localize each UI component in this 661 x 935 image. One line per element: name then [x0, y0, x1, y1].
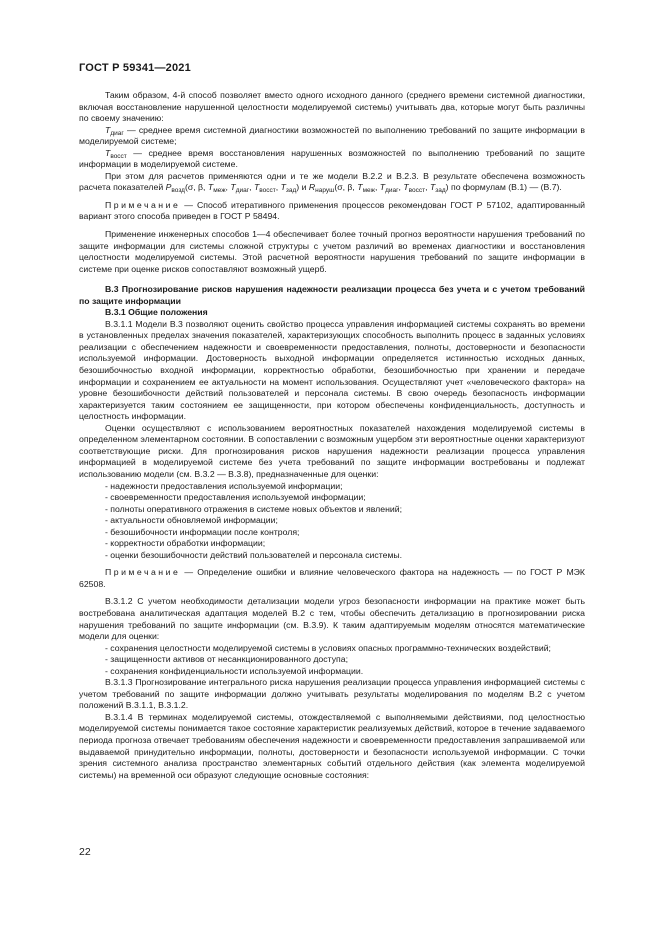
page-number: 22 [79, 846, 91, 858]
formula-part: , [425, 182, 430, 193]
symbol-t: T [280, 182, 286, 193]
note-text: — Определение ошибки и влияние человеческого фактора на надежность — по ГОСТ Р МЭК 62508. [79, 567, 585, 589]
symbol-t: T [230, 182, 236, 193]
paragraph: В.3.1.3 Прогнозирование интегрального риска нарушения реализации процесса управления информацией системы с учетом требований по защите информации должно учитывать результаты моделирования по моделям В.2 с учетом положений В.3.1.1, В.3.1.2. [79, 677, 585, 711]
symbol-t: T [429, 182, 436, 193]
bullet-list [79, 643, 585, 678]
paragraph-text: При этом для расчетов применяются одни и те же модели В.2.2 и В.2.3. В результате обеспечена возможность расчета показателей [79, 170, 585, 193]
note-text: — Способ итеративного применения процессов рекомендован ГОСТ Р 57102, адаптированный вариант этого способа приведен в ГОСТ Р 58494. [79, 199, 585, 222]
formula-part: , [398, 182, 404, 193]
formula-part: (σ, β, [334, 182, 358, 193]
definition-t-diag [79, 125, 585, 148]
list-item: - оценки безошибочности действий пользователей и персонала системы. [105, 549, 403, 560]
subscript: наруш [315, 187, 335, 195]
formula-part: , [249, 182, 254, 193]
bullet-list [79, 481, 585, 562]
definition-t-vosst [79, 148, 585, 171]
subsection-heading-b31: В.3.1 Общие положения [105, 307, 208, 318]
note [79, 567, 585, 590]
formula-part: , [225, 182, 231, 193]
list-item: - надежности предоставления используемой информации; [105, 480, 343, 491]
list-item: - защищенности активов от несанкционированного доступа; [105, 654, 348, 665]
paragraph: Применение инженерных способов 1—4 обеспечивает более точный прогноз вероятности нарушения требований по защите информации для системы сложной структуры с учетом различий во временах диагностики и восстановления целостности моделируемой системы. Этой расчетной вероятности нарушения требований по защите информации в системе при оценке рисков сопоставляют возможный ущерб. [79, 229, 585, 274]
symbol-t: T [403, 182, 409, 193]
symbol-t: T [357, 182, 363, 193]
list-item: - актуальности обновляемой информации; [105, 515, 278, 526]
subscript: восст [408, 187, 426, 195]
list-item: - полноты оперативного отражения в системе новых объектов и явлений; [105, 503, 402, 514]
paragraph: Оценки осуществляют с использованием вероятностных показателей нахождения моделируемой системы в определенном элементарном состоянии. В сопоставлении с возможным ущербом эти вероятностные оценки характеризуют соответствующие риски. Для прогнозирования рисков нарушения надежности реализации процесса управления информацией в моделируемой системе без учета требований по защите информации востребованы и подлежат использованию модели (см. В.3.2 — В.3.8), предназначенные для оценки: [79, 422, 585, 479]
formula-part: ) [445, 182, 449, 193]
paragraph: В.3.1.2 С учетом необходимости детализации модели угроз безопасности информации на практике может быть востребована аналитическая адаптация моделей В.2 с тем, чтобы обеспечить детализацию в прогнозировании риска нарушения требований по защите информации (см. В.3.9). К таким адаптируемым моделям относятся математические модели для оценки: [79, 596, 585, 642]
paragraph-formula [79, 171, 585, 194]
subscript: возд [171, 187, 185, 195]
symbol-t: T [253, 182, 260, 193]
subscript: восст [110, 152, 127, 160]
definition-text: — среднее время системной диагностики возможностей по выполнению требований по защите информации в моделируемой системе; [79, 124, 585, 147]
subscript: восст [259, 187, 276, 195]
formula-part: , [374, 182, 380, 193]
symbol-t: T [105, 147, 111, 158]
definition-text: — среднее время восстановления нарушенных возможностей по выполнению требований по защите информации в моделируемой системе. [79, 147, 585, 170]
subscript: диаг [385, 187, 399, 195]
subscript: зад [285, 187, 297, 195]
document-body [79, 90, 585, 781]
list-item: - своевременности предоставления используемой информации; [105, 492, 366, 503]
symbol-t: T [105, 124, 111, 135]
section-heading-b3: В.3 Прогнозирование рисков нарушения надежности реализации процесса без учета и с учетом требований по защите информации [79, 284, 585, 306]
paragraph: В.3.1.1 Модели В.3 позволяют оценить свойство процесса управления информацией системы сохранять во времени в установленных пределах значения показателей, характеризующих способность выполнить процесс в заданных условиях реализации с обеспечением надежности и своевременности предоставления, полноты, достоверности и безопасности используемой информации. Достоверность выходной информации определяется истинностью исходных данных, безошибочностью входной информации, корректностью обработки, безошибочностью при хранении и передаче информации и сохранением ее актуальности на момент использования. Осуществляют учет «человеческого фактора» на уровне безошибочности действий пользователей и персонала системы. В свою очередь безопасность информации характеризуется таким состоянием ее защищенности, при котором обеспечены конфиденциальность, доступность и целостность информации. [79, 318, 585, 422]
subscript: диаг [110, 129, 124, 137]
note-label: Примечание [105, 199, 181, 210]
paragraph-text: по формулам (В.1) — (В.7). [450, 182, 562, 193]
subscript: меж [362, 187, 375, 195]
formula-part: ) и [296, 182, 309, 193]
note [79, 200, 585, 223]
list-item: - безошибочности информации после контроля; [105, 526, 300, 537]
paragraph: Таким образом, 4-й способ позволяет вместо одного исходного данного (среднего времени системной диагностики, включая восстановление нарушенной целостности моделируемой системы) учитывать два, которые могут быть различны по своему значению: [79, 90, 585, 124]
paragraph: В.3.1.4 В терминах моделируемой системы, отождествляемой с выполняемыми действиями, под целостностью моделируемой системы понимается такое состояние характеристик реализуемых действий, которое в течение задаваемого периода прогноза отвечает требованиям обеспечения надежности и своевременности предоставления запрашиваемой или выдаваемой принудительно информации, полноты, достоверности и безопасности используемой информации. С точки зрения системного анализа пространство элементарных событий отдельного действия (как элемента моделируемой системы) на временной оси образуют следующие основные состояния: [79, 711, 585, 780]
subscript: меж [213, 187, 226, 195]
subscript: диаг [235, 187, 250, 195]
page-header-title: ГОСТ Р 59341—2021 [79, 62, 191, 74]
symbol-p: P [165, 182, 172, 193]
symbol-t: T [379, 182, 386, 193]
formula-part: , [275, 182, 281, 193]
list-item: - сохранения конфиденциальности используемой информации. [105, 665, 364, 676]
formula-part: (σ, β, [184, 182, 208, 193]
list-item: - корректности обработки информации; [105, 538, 266, 549]
list-item: - сохранения целостности моделируемой системы в условиях опасных программно-технических воздействий; [105, 642, 551, 653]
symbol-t: T [207, 182, 214, 193]
note-label: Примечание [105, 567, 181, 578]
subscript: зад [435, 187, 446, 195]
symbol-r: R [308, 182, 316, 193]
